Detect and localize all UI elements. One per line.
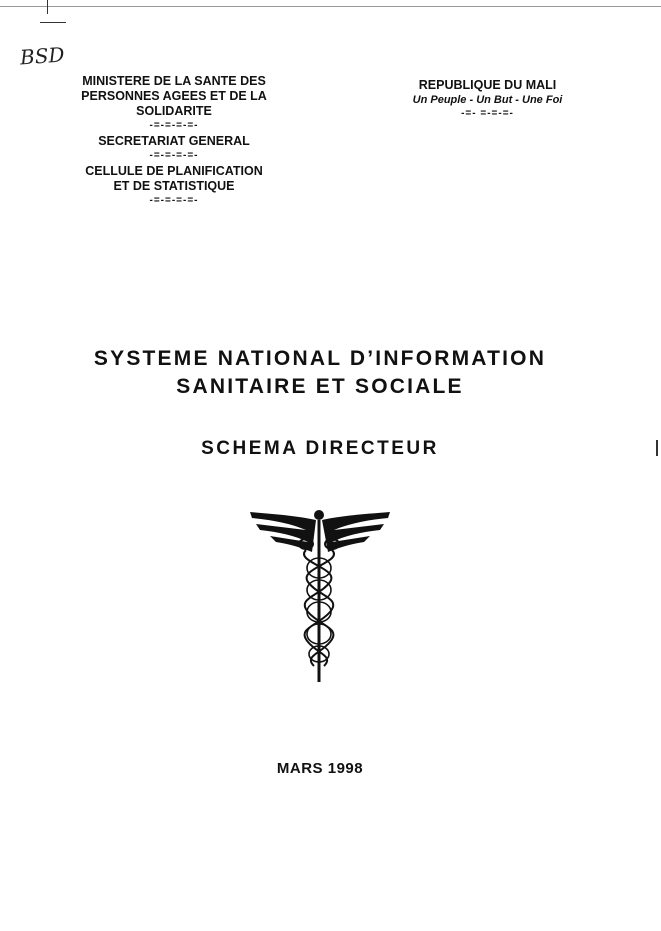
- scan-mark: [40, 22, 66, 23]
- ministry-line: PERSONNES AGEES ET DE LA: [81, 89, 267, 103]
- scan-mark: [656, 440, 658, 456]
- caduceus-icon: [244, 506, 394, 686]
- scan-edge-line: [0, 6, 661, 7]
- national-motto: Un Peuple - Un But - Une Foi: [412, 94, 563, 106]
- handwritten-annotation: BSD: [19, 42, 66, 70]
- title-line-2: SANITAIRE ET SOCIALE: [176, 375, 464, 398]
- title-line-1: SYSTEME NATIONAL D’INFORMATION: [93, 347, 547, 370]
- cell-line: ET DE STATISTIQUE: [113, 179, 235, 193]
- secretariat-line: SECRETARIAT GENERAL: [98, 134, 250, 148]
- separator: -=-=-=-=-: [149, 150, 199, 161]
- republic-name: REPUBLIQUE DU MALI: [418, 78, 557, 92]
- separator: -=- =-=-=-: [461, 108, 514, 119]
- scan-mark: [47, 0, 48, 14]
- republic-header: [395, 78, 580, 120]
- cell-line: CELLULE DE PLANIFICATION: [85, 164, 263, 178]
- document-subtitle: SCHEMA DIRECTEUR: [201, 438, 439, 459]
- ministry-line: MINISTERE DE LA SANTE DES: [82, 74, 266, 88]
- publication-date: MARS 1998: [276, 760, 364, 777]
- ministry-line: SOLIDARITE: [136, 104, 212, 118]
- separator: -=-=-=-=-: [149, 120, 199, 131]
- ministry-header: [64, 74, 284, 209]
- document-title: [40, 345, 600, 401]
- separator: -=-=-=-=-: [149, 195, 199, 206]
